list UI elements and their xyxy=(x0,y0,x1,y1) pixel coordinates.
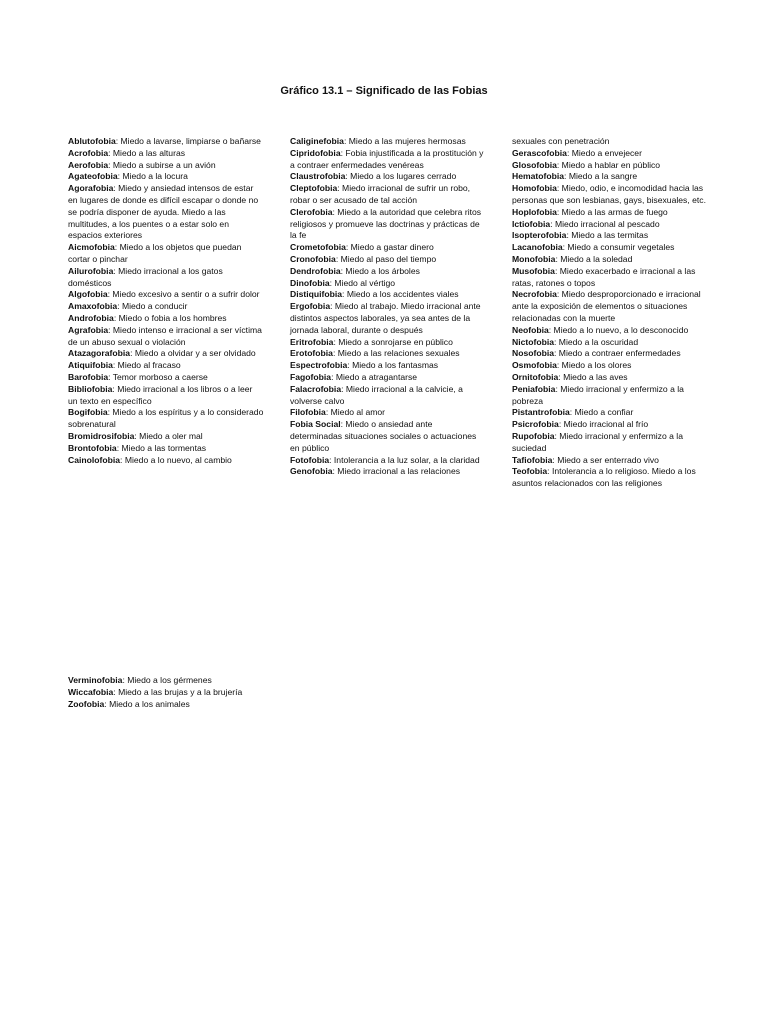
phobia-entry: Acrofobia: Miedo a las alturas xyxy=(68,147,186,158)
phobia-entry: Barofobia: Temor morboso a caerse xyxy=(68,371,208,382)
phobia-entry: Rupofobia: Miedo irracional y enfermizo a la suciedad xyxy=(512,430,683,453)
phobia-term: Algofobia xyxy=(68,289,108,300)
phobia-term: Ornitofobia xyxy=(512,371,559,382)
phobia-entry: Espectrofobia: Miedo a los fantasmas xyxy=(290,360,439,371)
phobia-definition: Fobia injustificada a la prostitución y a contraer enfermedades venéreas xyxy=(290,147,484,170)
phobia-definition: Miedo desproporcionado e irracional ante la exposición de elementos o situaciones relacionadas con la muerte xyxy=(512,289,701,323)
phobia-entry: Glosofobia: Miedo a hablar en público xyxy=(512,159,661,170)
phobia-definition: Miedo a contraer enfermedades xyxy=(558,348,681,359)
phobia-term: Ergofobia xyxy=(290,301,331,312)
phobia-term: Fotofobia xyxy=(290,454,330,465)
phobia-entry: Falacrofobia: Miedo irracional a la calvicie, a volverse calvo xyxy=(290,383,463,406)
phobia-entry: Isopterofobia: Miedo a las termitas xyxy=(512,230,649,241)
phobia-definition: Miedo a hablar en público xyxy=(561,159,661,170)
phobia-definition: Miedo a las aves xyxy=(563,371,628,382)
phobia-term: Lacanofobia xyxy=(512,242,563,253)
phobia-entry: Bibliofobia: Miedo irracional a los libros o a leer un texto en específico xyxy=(68,383,253,406)
phobia-definition: Temor morboso a caerse xyxy=(112,371,208,382)
phobia-column-4 xyxy=(68,675,264,710)
phobia-column-2 xyxy=(290,136,485,478)
phobia-entry: Nictofobia: Miedo a la oscuridad xyxy=(512,336,639,347)
phobia-term: Hematofobia xyxy=(512,171,565,182)
phobia-definition: Miedo a las armas de fuego xyxy=(561,206,668,217)
phobia-entry: Teofobia: Intolerancia a lo religioso. Miedo a los asuntos relacionados con las religiones xyxy=(512,466,696,489)
phobia-definition: Miedo a gastar dinero xyxy=(350,242,434,253)
phobia-definition: sexuales con penetración xyxy=(512,136,610,146)
phobia-entry: Ergofobia: Miedo al trabajo. Miedo irracional ante distintos aspectos laborales, ya sea antes de la jornada laboral, durante o después xyxy=(290,301,481,335)
phobia-entry: Clerofobia: Miedo a la autoridad que celebra ritos religiosos y promueve las doctrinas y prácticas de la fe xyxy=(290,206,482,241)
phobia-entry: Cronofobia: Miedo al paso del tiempo xyxy=(290,253,437,264)
phobia-definition: Miedo a los fantasmas xyxy=(352,360,439,371)
phobia-definition: Miedo irracional al pescado xyxy=(554,218,660,229)
phobia-definition: Miedo excesivo a sentir o a sufrir dolor xyxy=(112,289,260,300)
phobia-term: Fobia Social xyxy=(290,419,341,430)
phobia-term: Osmofobia xyxy=(512,360,557,371)
phobia-definition: Miedo y ansiedad intensos de estar en lugares de donde es difícil escapar o donde no se podría disponer de ayuda. Miedo a las multitudes, a los puentes o a estar solo en espacios exteriores xyxy=(68,183,259,241)
phobia-definition: Miedo a los animales xyxy=(109,698,190,709)
phobia-entry: Aicmofobia: Miedo a los objetos que puedan cortar o pinchar xyxy=(68,242,242,264)
phobia-entry: Pistantrofobia: Miedo a confiar xyxy=(512,407,634,418)
phobia-entry: Agorafobia: Miedo y ansiedad intensos de estar en lugares de donde es difícil escapar o donde no se podría disponer de ayuda. Miedo a las multitudes, a los puentes o a estar solo en espacios exteriores xyxy=(68,183,259,241)
phobia-entry: Gerascofobia: Miedo a envejecer xyxy=(512,147,642,158)
phobia-term: Psicrofobia xyxy=(512,419,559,430)
phobia-entry: Cleptofobia: Miedo irracional de sufrir un robo, robar o ser acusado de tal acción xyxy=(290,183,471,205)
phobia-definition: Miedo al paso del tiempo xyxy=(340,253,437,264)
phobia-entry: Bogifobia: Miedo a los espíritus y a lo considerado sobrenatural xyxy=(68,407,264,430)
phobia-term: Claustrofobia xyxy=(290,171,346,182)
phobia-definition: Miedo al vértigo xyxy=(334,277,396,288)
phobia-entry: Genofobia: Miedo irracional a las relaciones xyxy=(290,466,461,477)
phobia-term: Teofobia xyxy=(512,466,548,477)
phobia-definition: Miedo irracional a la calvicie, a volverse calvo xyxy=(290,383,463,406)
phobia-definition: Miedo a las brujas y a la brujería xyxy=(118,686,243,697)
phobia-entry: Zoofobia: Miedo a los animales xyxy=(68,698,190,709)
phobia-term: Verminofobia xyxy=(68,675,123,685)
phobia-term: Cleptofobia xyxy=(290,183,338,194)
phobia-definition: Miedo al amor xyxy=(330,407,386,418)
phobia-term: Bogifobia xyxy=(68,407,108,418)
phobia-entry: Hoplofobia: Miedo a las armas de fuego xyxy=(512,206,668,217)
phobia-term: Hoplofobia xyxy=(512,206,557,217)
phobia-entry: Bromidrosifobia: Miedo a oler mal xyxy=(68,430,203,441)
phobia-term: Filofobia xyxy=(290,407,326,418)
phobia-term: Brontofobia xyxy=(68,442,117,453)
phobia-definition: Miedo exacerbado e irracional a las ratas, ratones o topos xyxy=(512,265,696,288)
phobia-definition: Miedo a las alturas xyxy=(112,147,186,158)
phobia-definition: Miedo a lo nuevo, al cambio xyxy=(124,454,232,465)
phobia-entry: Dendrofobia: Miedo a los árboles xyxy=(290,265,420,276)
phobia-term: Homofobia xyxy=(512,183,557,194)
phobia-entry: Tafiofobia: Miedo a ser enterrado vivo xyxy=(512,454,659,465)
phobia-entry: Osmofobia: Miedo a los olores xyxy=(512,360,632,371)
phobia-term: Androfobia xyxy=(68,312,114,323)
phobia-entry: Lacanofobia: Miedo a consumir vegetales xyxy=(512,242,675,253)
phobia-term: Bibliofobia xyxy=(68,383,113,394)
phobia-entry: Cainolofobia: Miedo a lo nuevo, al cambio xyxy=(68,454,232,465)
phobia-definition: Miedo a ser enterrado vivo xyxy=(557,454,659,465)
phobia-entry: Atiquifobia: Miedo al fracaso xyxy=(68,360,181,371)
phobia-term: Falacrofobia xyxy=(290,383,342,394)
phobia-term: Nictofobia xyxy=(512,336,555,347)
phobia-term: Barofobia xyxy=(68,371,109,382)
phobia-term: Neofobia xyxy=(512,324,549,335)
phobia-term: Erotofobia xyxy=(290,348,333,359)
phobia-entry: Cipridofobia: Fobia injustificada a la prostitución y a contraer enfermedades venéreas xyxy=(290,147,484,170)
phobia-definition: Miedo a la sangre xyxy=(568,171,638,182)
phobia-term: Ablutofobia xyxy=(68,136,116,146)
phobia-term: Gerascofobia xyxy=(512,147,567,158)
phobia-definition: Miedo a los lugares cerrado xyxy=(350,171,457,182)
phobia-column-3 xyxy=(512,136,708,490)
phobia-entry: Agateofobia: Miedo a la locura xyxy=(68,171,188,182)
phobia-definition: Miedo irracional y enfermizo a la suciedad xyxy=(512,430,683,453)
phobia-definition: Miedo a las tormentas xyxy=(121,442,207,453)
phobia-term: Nosofobia xyxy=(512,348,555,359)
phobia-definition: Miedo al trabajo. Miedo irracional ante distintos aspectos laborales, ya sea antes de la jornada laboral, durante o después xyxy=(290,301,481,335)
phobia-definition: Miedo a los espíritus y a lo considerado sobrenatural xyxy=(68,407,264,430)
phobia-definition: Miedo, odio, e incomodidad hacia las personas que son lesbianas, gays, bisexuales, etc. xyxy=(512,183,706,205)
phobia-entry: Ictiofobia: Miedo irracional al pescado xyxy=(512,218,660,229)
phobia-term: Atazagorafobia xyxy=(68,348,131,359)
phobia-entry: Distiquifobia: Miedo a los accidentes viales xyxy=(290,289,459,300)
phobia-entry: Ornitofobia: Miedo a las aves xyxy=(512,371,628,382)
phobia-definition: Miedo irracional a los libros o a leer un texto en específico xyxy=(68,383,253,406)
phobia-definition: Miedo a consumir vegetales xyxy=(567,242,675,253)
phobia-definition: Miedo a lo nuevo, a lo desconocido xyxy=(553,324,689,335)
phobia-term: Dendrofobia xyxy=(290,265,341,276)
phobia-definition: Miedo a la soledad xyxy=(560,253,633,264)
phobia-definition: Miedo a atragantarse xyxy=(335,371,418,382)
phobia-term: Tafiofobia xyxy=(512,454,553,465)
phobia-term: Pistantrofobia xyxy=(512,407,570,418)
phobia-definition: Miedo a los árboles xyxy=(345,265,420,276)
phobia-entry: Wiccafobia: Miedo a las brujas y a la brujería xyxy=(68,686,243,697)
phobia-term: Aicmofobia xyxy=(68,242,115,253)
phobia-entry: Brontofobia: Miedo a las tormentas xyxy=(68,442,207,453)
phobia-term: Agorafobia xyxy=(68,183,114,194)
phobia-definition: Miedo a subirse a un avión xyxy=(112,159,216,170)
phobia-term: Ailurofobia xyxy=(68,265,114,276)
phobia-definition: Miedo o fobia a los hombres xyxy=(118,312,227,323)
phobia-definition: Miedo a olvidar y a ser olvidado xyxy=(134,348,256,359)
phobia-term: Aerofobia xyxy=(68,159,109,170)
phobia-definition: Miedo a la oscuridad xyxy=(558,336,639,347)
phobia-term: Isopterofobia xyxy=(512,230,567,241)
phobia-entry: Claustrofobia: Miedo a los lugares cerrado xyxy=(290,171,457,182)
phobia-term: Espectrofobia xyxy=(290,360,348,371)
phobia-entry: Atazagorafobia: Miedo a olvidar y a ser olvidado xyxy=(68,348,256,359)
phobia-definition: Intolerancia a la luz solar, a la claridad xyxy=(333,454,480,465)
phobia-entry: Eritrofobia: Miedo a sonrojarse en público xyxy=(290,336,453,347)
phobia-definition: Miedo a envejecer xyxy=(571,147,642,158)
phobia-term: Fagofobia xyxy=(290,371,332,382)
phobia-term: Distiquifobia xyxy=(290,289,343,300)
phobia-term: Peniafobia xyxy=(512,383,556,394)
phobia-term: Glosofobia xyxy=(512,159,557,170)
phobia-entry: Peniafobia: Miedo irracional y enfermizo a la pobreza xyxy=(512,383,684,406)
phobia-term: Bromidrosifobia xyxy=(68,430,135,441)
phobia-term: Necrofobia xyxy=(512,289,557,300)
phobia-entry: Homofobia: Miedo, odio, e incomodidad hacia las personas que son lesbianas, gays, bisexuales, etc. xyxy=(512,183,706,205)
phobia-entry: Dinofobia: Miedo al vértigo xyxy=(290,277,396,288)
phobia-entry: Ablutofobia: Miedo a lavarse, limpiarse o bañarse xyxy=(68,136,261,146)
phobia-term: Caliginefobia xyxy=(290,136,344,146)
phobia-definition: Miedo a conducir xyxy=(121,301,188,312)
phobia-entry: Crometofobia: Miedo a gastar dinero xyxy=(290,242,434,253)
phobia-entry: Hematofobia: Miedo a la sangre xyxy=(512,171,638,182)
phobia-definition: Miedo a los olores xyxy=(561,360,632,371)
phobia-term: Acrofobia xyxy=(68,147,109,158)
phobia-definition: Miedo a los accidentes viales xyxy=(346,289,459,300)
phobia-definition: Intolerancia a lo religioso. Miedo a los asuntos relacionados con las religiones xyxy=(512,466,696,489)
phobia-term: Monofobia xyxy=(512,253,556,264)
phobia-term: Dinofobia xyxy=(290,277,330,288)
phobia-definition: Miedo a confiar xyxy=(574,407,634,418)
phobia-term: Agateofobia xyxy=(68,171,118,182)
phobia-definition: Miedo a las termitas xyxy=(571,230,649,241)
phobia-definition: Miedo irracional a los gatos domésticos xyxy=(68,265,223,288)
phobia-term: Crometofobia xyxy=(290,242,346,253)
phobia-entry: Fobia Social: Miedo o ansiedad ante determinadas situaciones sociales o actuaciones en público xyxy=(290,419,477,453)
phobia-term: Cronofobia xyxy=(290,253,336,264)
phobia-definition: Miedo intenso e irracional a ser víctima de un abuso sexual o violación xyxy=(68,324,262,347)
phobia-definition: Miedo a la autoridad que celebra ritos religiosos y promueve las doctrinas y prácticas de la fe xyxy=(290,206,482,241)
phobia-term: Eritrofobia xyxy=(290,336,334,347)
phobia-definition: Miedo a los objetos que puedan cortar o pinchar xyxy=(68,242,242,264)
phobia-entry: Monofobia: Miedo a la soledad xyxy=(512,253,633,264)
phobia-entry xyxy=(512,136,708,148)
phobia-term: Atiquifobia xyxy=(68,360,113,371)
phobia-definition: Miedo al fracaso xyxy=(117,360,181,371)
phobia-entry: Verminofobia: Miedo a los gérmenes xyxy=(68,675,212,685)
phobia-definition: Miedo o ansiedad ante determinadas situaciones sociales o actuaciones en público xyxy=(290,419,477,453)
phobia-entry: Androfobia: Miedo o fobia a los hombres xyxy=(68,312,227,323)
phobia-term: Amaxofobia xyxy=(68,301,118,312)
phobia-term: Musofobia xyxy=(512,265,555,276)
phobia-entry: Fotofobia: Intolerancia a la luz solar, a la claridad xyxy=(290,454,480,465)
phobia-entry: Psicrofobia: Miedo irracional al frío xyxy=(512,419,649,430)
phobia-entry: Neofobia: Miedo a lo nuevo, a lo desconocido xyxy=(512,324,689,335)
phobia-entry: Aerofobia: Miedo a subirse a un avión xyxy=(68,159,216,170)
phobia-definition: Miedo irracional al frío xyxy=(563,419,649,430)
phobia-entry: Fagofobia: Miedo a atragantarse xyxy=(290,371,418,382)
phobia-term: Genofobia xyxy=(290,466,333,477)
phobia-entry: Nosofobia: Miedo a contraer enfermedades xyxy=(512,348,681,359)
phobia-term: Cainolofobia xyxy=(68,454,121,465)
phobia-entry: Filofobia: Miedo al amor xyxy=(290,407,386,418)
phobia-term: Ictiofobia xyxy=(512,218,551,229)
phobia-entry: Necrofobia: Miedo desproporcionado e irracional ante la exposición de elementos o situaciones relacionadas con la muerte xyxy=(512,289,701,323)
phobia-definition: Miedo a la locura xyxy=(122,171,188,182)
phobia-column-1 xyxy=(68,136,264,466)
phobia-definition: Miedo a las relaciones sexuales xyxy=(337,348,460,359)
page-title: Gráfico 13.1 – Significado de las Fobias xyxy=(280,85,488,97)
phobia-entry: Musofobia: Miedo exacerbado e irracional a las ratas, ratones o topos xyxy=(512,265,696,288)
phobia-entry: Amaxofobia: Miedo a conducir xyxy=(68,301,188,312)
phobia-term: Agrafobia xyxy=(68,324,109,335)
phobia-definition: Miedo a oler mal xyxy=(139,430,203,441)
phobia-entry: Caliginefobia: Miedo a las mujeres hermosas xyxy=(290,136,466,146)
phobia-definition: Miedo a sonrojarse en público xyxy=(338,336,453,347)
phobia-term: Wiccafobia xyxy=(68,686,114,697)
phobia-definition: Miedo a lavarse, limpiarse o bañarse xyxy=(120,136,261,146)
phobia-entry: Ailurofobia: Miedo irracional a los gatos domésticos xyxy=(68,265,223,288)
phobia-term: Cipridofobia xyxy=(290,147,341,158)
phobia-definition: Miedo irracional de sufrir un robo, robar o ser acusado de tal acción xyxy=(290,183,471,205)
phobia-definition: Miedo irracional y enfermizo a la pobreza xyxy=(512,383,684,406)
phobia-term: Clerofobia xyxy=(290,206,333,217)
phobia-entry: Agrafobia: Miedo intenso e irracional a ser víctima de un abuso sexual o violación xyxy=(68,324,262,347)
phobia-term: Rupofobia xyxy=(512,430,555,441)
phobia-definition: Miedo irracional a las relaciones xyxy=(337,466,461,477)
phobia-entry: Algofobia: Miedo excesivo a sentir o a sufrir dolor xyxy=(68,289,260,300)
phobia-entry: Erotofobia: Miedo a las relaciones sexuales xyxy=(290,348,460,359)
phobia-definition: Miedo a las mujeres hermosas xyxy=(348,136,466,146)
phobia-term: Zoofobia xyxy=(68,698,105,709)
phobia-definition: Miedo a los gérmenes xyxy=(127,675,212,685)
